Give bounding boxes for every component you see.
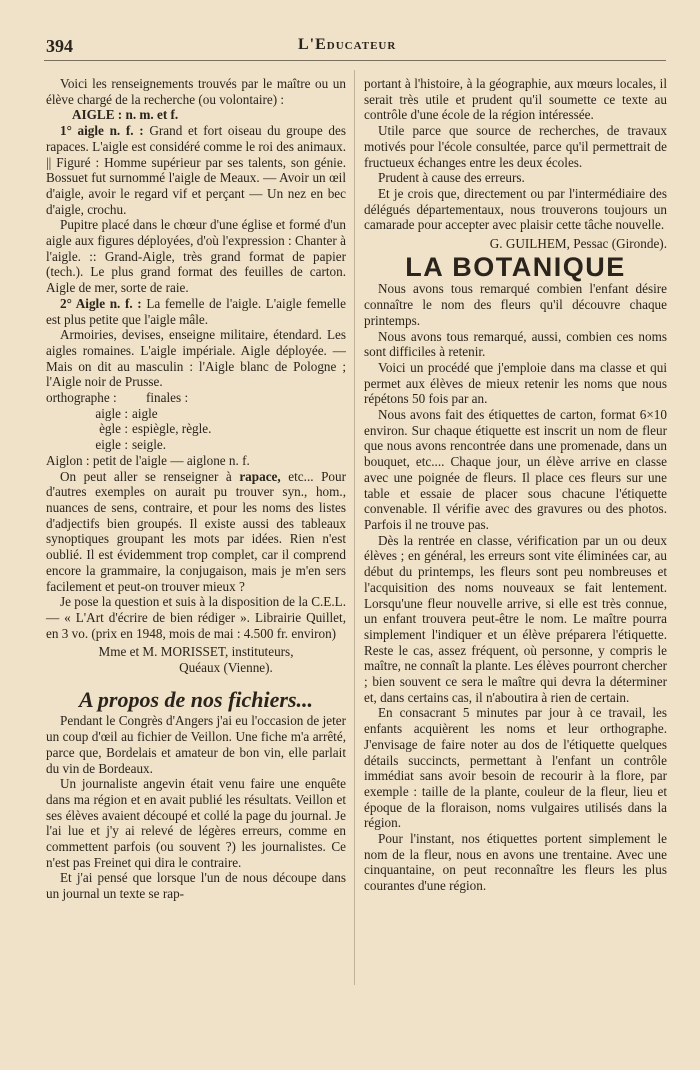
running-title: L'Educateur xyxy=(298,36,397,53)
guilhem-signature: G. GUILHEM, Pessac (Gironde). xyxy=(489,236,667,252)
sense-1-text: Grand et fort oiseau du groupe des rapaces. L'aigle est considéré comme le roi des animaux. || Figuré : Homme supérieur par ses talents, son génie. Bossuet fut surnommé l'aigle de Meaux. — Avoir un œil d'aigle, avoir le regard vif et perçant — Un nez en bec d'aigle, crochu. xyxy=(46,123,347,217)
question-paragraph: Je pose la question et suis à la disposition de la C.E.L.— « L'Art d'écrire de bien rédiger ». Librairie Quillet, en 3 vo. (prix en 1948, mois de mai : 4.500 fr. environ) xyxy=(46,594,346,641)
aiglon-line: Aiglon : petit de l'aigle — aiglone n. f. xyxy=(46,452,250,468)
header-rule xyxy=(44,60,666,61)
crois-paragraph: Et je crois que, directement ou par l'intermédiaire des délégués départementaux, nous trouverons toujours un camarade pour accepter avec plaisir cette tâche nouvelle. xyxy=(364,185,667,233)
botanique-paragraph-4: Nous avons fait des étiquettes de carton, format 6×10 environ. Sur chaque étiquette est inscrit un nom de fleur que nous avons rencontrée dans une promenade, dans un bouquet, etc.... Chaque jour, un élève arrive en classe avec une poignée de fleurs. Il place ces fleurs sur une table et essaie de placer sous chacune l'étiquette convenable. Il vérifie avec des gravures ou des photos. Parfois il ne trouve pas. xyxy=(364,407,667,532)
sense-2-paragraph xyxy=(46,296,346,327)
ending-2: ègle : xyxy=(99,421,128,437)
fichiers-paragraph-2: Un journaliste angevin était venu faire une enquête dans ma région et en avait publié les résultats. Veillon et ses élèves avaient découpé et collé la page du journal. Je l'ai lue et j'y ai relevé de légères erreurs, comme en commettent parfois (ou souvent ?) les journalistes. Ce n'est pas Freinet qui dira le contraire. xyxy=(46,776,346,870)
botanique-paragraph-6: En consacrant 5 minutes par jour à ce travail, les enfants acquièrent les noms et leur orthographe. J'envisage de faire noter au dos de l'étiquette quelques détails succincts, permettant à l'enfant un contrôle immédiat sans avoir besoin de recourir à la flore, par exemple : taille de la plante, couleur de la fleur, lieu et époque de la floraison, noms vulgaires utilisés dans la région. xyxy=(364,705,667,831)
column-divider xyxy=(354,70,355,985)
ending-1: aigle : xyxy=(95,405,128,421)
words-1: aigle xyxy=(132,405,158,421)
fichiers-paragraph-3: Et j'ai pensé que lorsque l'un de nous découpe dans un journal un texte se rap- xyxy=(46,870,346,902)
heraldry-paragraph: Armoiries, devises, enseigne militaire, étendard. Les aigles romaines. L'aigle impériale. Aigle déployée. — Mais on dit au masculin : l'Aigle blanc de Pologne ; l'Aigle noir de Prusse. xyxy=(46,327,346,390)
sense-1-paragraph xyxy=(46,123,346,217)
signature-line-1: Mme et M. MORISSET, instituteurs, xyxy=(98,644,294,660)
sense-1-lead: 1° aigle n. f. : xyxy=(60,123,144,139)
rapace-end: etc... Pour d'autres exemples on aurait pu trouver syn., hom., nuances de sens, contraire, et pour les noms des listes d'adjectifs bien groupés. Il existe aussi des tableaux synoptiques groupant les mots par idées. Rien n'est oublié. Il est évidemment trop complet, car il comprend encore la grammaire, la conjugaison, mais je m'en sers facilement et peut-on trouver mieux ? xyxy=(46,468,347,594)
prudent-paragraph: Prudent à cause des erreurs. xyxy=(378,170,525,186)
rapace-bold: rapace, xyxy=(239,468,281,484)
botanique-title: LA BOTANIQUE xyxy=(405,251,626,282)
words-2: espiègle, règle. xyxy=(132,421,212,437)
orthography-label: orthographe : xyxy=(46,390,117,406)
right-column xyxy=(364,76,667,894)
continued-paragraph: portant à l'histoire, à la géographie, aux mœurs locales, il serait très utile et prudent qu'il soumette ce texte au contrôle d'une école de la région intéressée. xyxy=(364,76,667,123)
ending-3: eigle : xyxy=(95,437,128,453)
page-number: 394 xyxy=(46,36,73,56)
entry-heading: AIGLE : n. m. et f. xyxy=(72,107,179,123)
botanique-paragraph-5: Dès la rentrée en classe, vérification par un ou deux élèves ; en général, les erreurs sont vite éliminées car, au début du printemps, les fleurs sont peu nombreuses et l'acquisition des noms nouveaux se fait lentement. Lorsqu'une fleur nouvelle arrive, si elle est très connue, un enfant trouvera peut-être le nom. Le maître pourra simplement l'indiquer et un élève préparera l'étiquette. Reste le cas, assez fréquent, où personne, y compris le maître, ne connaît la plante. Les élèves pourront chercher ; bien souvent ce sera le maître qui devra la déterminer et, dans certains cas, il n'aboutira à rien de certain. xyxy=(364,532,667,705)
rapace-paragraph xyxy=(46,469,346,595)
signature-line-2: Quéaux (Vienne). xyxy=(179,660,273,676)
botanique-paragraph-3: Voici un procédé que j'emploie dans ma classe et qui permet aux élèves de mieux retenir les noms que nous répétons 50 fois par an. xyxy=(364,359,667,407)
words-3: seigle. xyxy=(132,437,167,453)
botanique-paragraph-7: Pour l'instant, nos étiquettes portent simplement le nom de la fleur, nous en avons une trentaine. Avec une cinquantaine, on peut reconnaître les fleurs les plus courantes d'une région. xyxy=(364,831,667,894)
orthography-finales: finales : xyxy=(146,390,189,406)
botanique-paragraph-1: Nous avons tous remarqué combien l'enfant désire connaître le nom des fleurs qu'il découvre chaque printemps. xyxy=(364,281,667,328)
lectern-paragraph: Pupitre placé dans le chœur d'une église et formé d'un aigle aux figures déployées, d'où l'expression : Chanter à l'aigle. :: Grand-Aigle, très grand format de papier (tech.). Le plus grand format des feuilles de carton. Aigle de mer, sorte de raie. xyxy=(46,217,346,296)
intro-paragraph: Voici les renseignements trouvés par le maître ou un élève chargé de la recherche (ou volontaire) : xyxy=(46,76,346,107)
sense-2-text: La femelle de l'aigle. L'aigle femelle est plus petite que l'aigle mâle. xyxy=(46,295,346,327)
fichiers-title: A propos de nos fichiers... xyxy=(78,686,314,712)
rapace-start: On peut aller se renseigner à xyxy=(60,468,232,484)
sense-2-lead: 2° Aigle n. f. : xyxy=(60,295,142,311)
botanique-paragraph-2: Nous avons tous remarqué, aussi, combien ces noms sont difficiles à retenir. xyxy=(364,328,667,360)
fichiers-paragraph-1: Pendant le Congrès d'Angers j'ai eu l'occasion de jeter un coup d'œil au fichier de Veillon. Une fiche m'a arrêté, parce que, Bordelais et amateur de bon vin, elle parlait du vin de Bordeaux. xyxy=(46,713,346,776)
utile-paragraph: Utile parce que source de recherches, de travaux motivés pour l'école consultée, parce qu'il permettrait de fructueux échanges entre les deux écoles. xyxy=(364,123,667,170)
left-column xyxy=(46,76,346,902)
orthography-table xyxy=(46,390,346,453)
